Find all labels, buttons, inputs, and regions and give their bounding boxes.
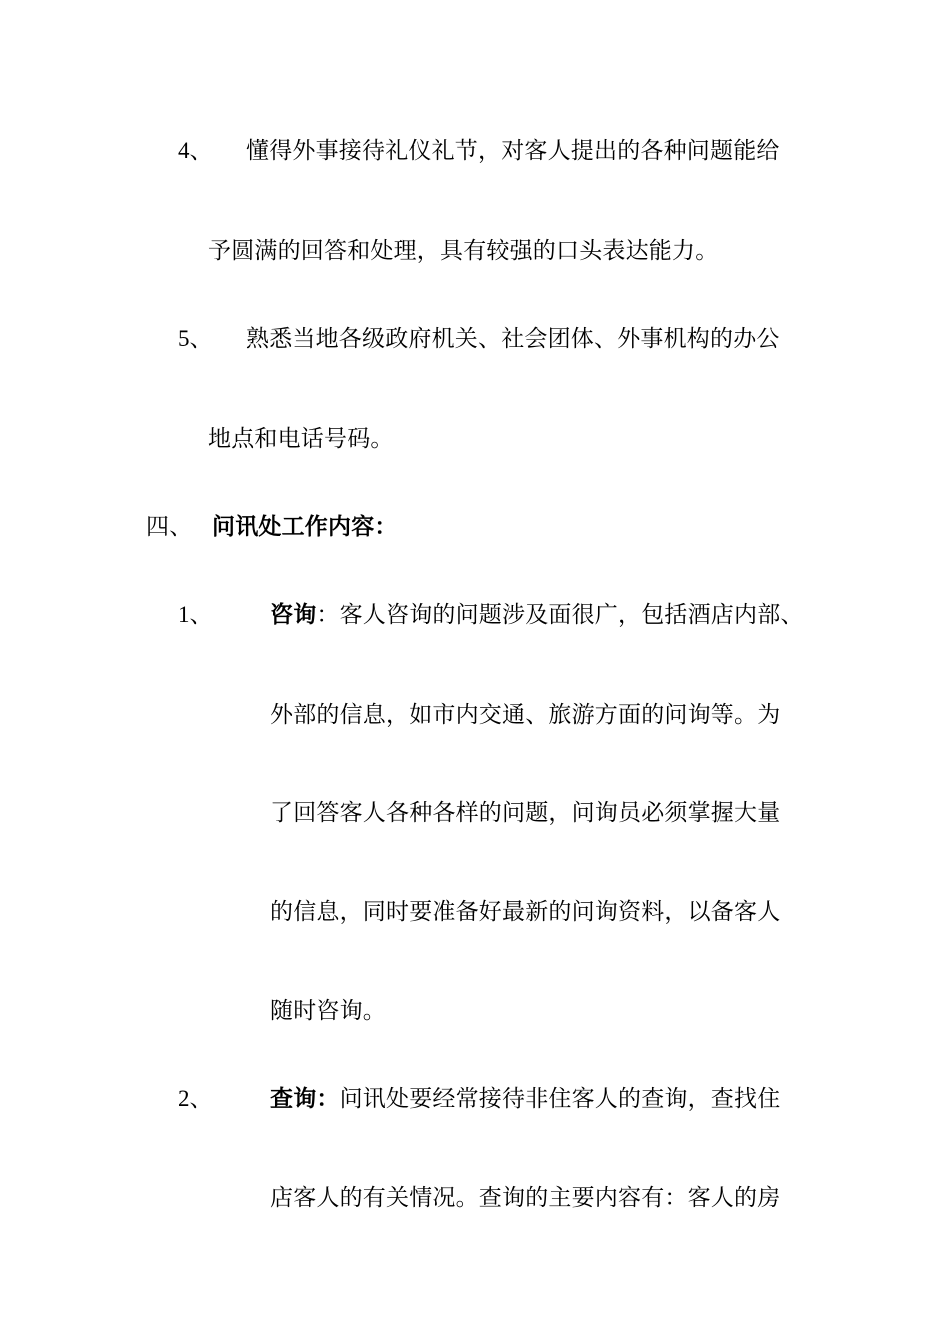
item-text: ：客人咨询的问题涉及面很广，包括酒店内部、 [316,602,804,628]
item-text-line: 店客人的有关情况。查询的主要内容有：客人的房 [270,1185,781,1211]
item-term: 查询： [270,1085,340,1112]
item-first-line [270,1084,780,1114]
item-number: 4、 [178,138,213,163]
section-title: 问讯处工作内容： [212,513,398,540]
item-text: 问讯处要经常接待非住客人的查询，查找住 [339,1086,781,1112]
item-text-line: 地点和电话号码。 [208,426,394,452]
item-number: 2、 [178,1086,213,1111]
item-number: 5、 [178,326,213,351]
item-text-line: 熟悉当地各级政府机关、社会团体、外事机构的办公 [246,326,780,352]
item-text-line: 懂得外事接待礼仪礼节，对客人提出的各种问题能给 [246,138,780,164]
item-text-line: 随时咨询。 [270,998,386,1024]
item-text-line: 了回答客人各种各样的问题，问询员必须掌握大量 [270,800,781,826]
item-first-line [270,600,804,630]
item-text-line: 予圆满的回答和处理，具有较强的口头表达能力。 [208,238,719,264]
item-number: 1、 [178,602,213,627]
item-text-line: 的信息，同时要准备好最新的问询资料，以备客人 [270,899,781,925]
item-text-line: 外部的信息，如市内交通、旅游方面的问询等。为 [270,702,781,728]
section-number: 四、 [146,514,193,540]
item-term: 咨询 [270,601,317,628]
